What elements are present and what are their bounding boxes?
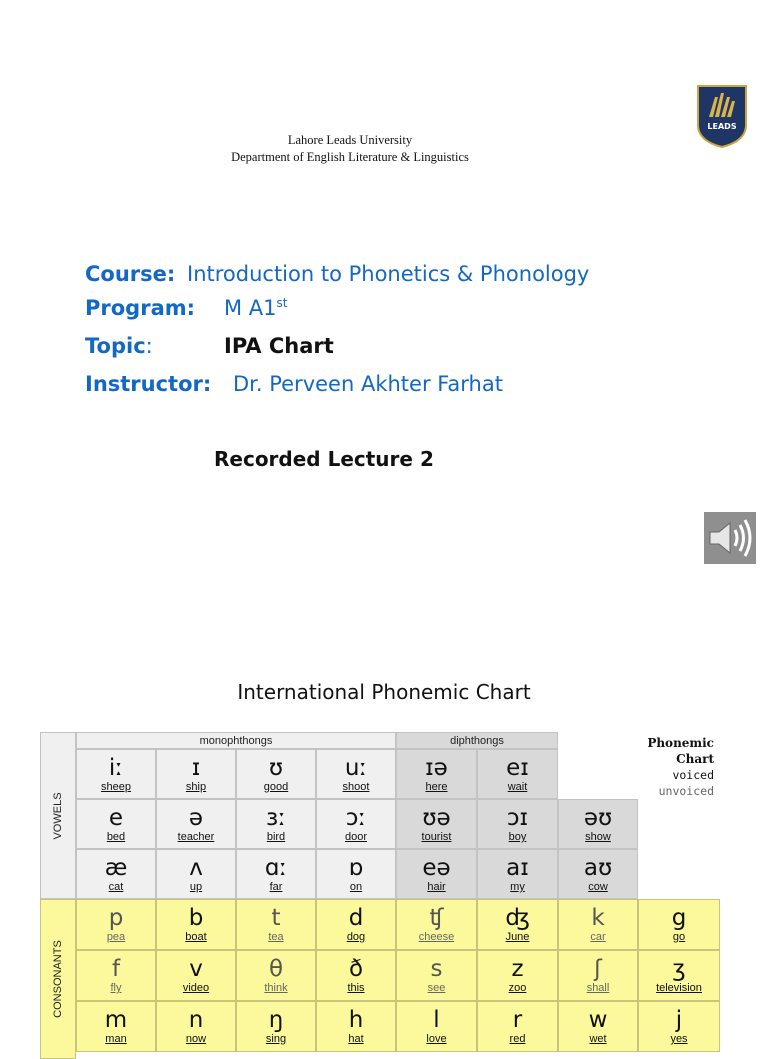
phoneme-symbol: ʧ [429,905,444,931]
example-word: my [510,881,525,893]
example-word: boy [508,831,527,843]
phoneme-symbol: t [271,905,281,931]
phoneme-cell [76,799,156,849]
consonants-label-text: CONSONANTS [52,940,64,1018]
university-name: Lahore Leads University [287,133,413,147]
phoneme-symbol: ʒ [672,956,686,982]
phoneme-cell [558,849,638,899]
example-word: yes [670,1033,688,1045]
phoneme-symbol: ʌ [189,855,203,881]
example-word: wet [589,1033,607,1045]
phoneme-cell [236,749,316,799]
phoneme-symbol: eɪ [506,755,529,781]
program-value-text: M A1 [224,296,277,320]
phoneme-symbol: ð [348,956,364,982]
phoneme-cell [477,849,558,899]
phoneme-cell [236,1001,316,1052]
phoneme-cell [156,899,236,950]
phoneme-cell [638,950,720,1001]
chart-legend [647,735,714,799]
topic-label-text: Topic [85,334,146,358]
example-word: wait [507,781,528,793]
phoneme-symbol: ʤ [505,905,530,931]
legend-unvoiced: unvoiced [658,784,714,798]
example-word: door [344,831,368,843]
example-word: hat [348,1033,364,1045]
legend-voiced: voiced [672,768,714,782]
course-label: Course: [85,262,176,286]
phoneme-cell [76,899,156,950]
phoneme-cell [316,849,396,899]
example-word: television [656,982,702,994]
phoneme-cell [156,799,236,849]
example-word: video [182,982,210,994]
example-word: ship [185,781,207,793]
diphthongs-header: diphthongs [396,732,558,749]
phoneme-symbol: e [108,805,124,831]
chart-title: International Phonemic Chart [237,680,531,704]
example-word: shall [586,982,610,994]
example-word: here [425,781,448,793]
phoneme-symbol: k [591,905,605,931]
logo-text: LEADS [707,122,737,131]
example-word: cow [588,881,608,893]
phoneme-cell [76,950,156,1001]
phoneme-cell [396,1001,477,1052]
phoneme-cell [156,1001,236,1052]
phoneme-symbol: ə [188,805,204,831]
phoneme-cell [558,799,638,849]
phoneme-symbol: θ [268,956,284,982]
phoneme-symbol: w [588,1007,608,1033]
topic-value: IPA Chart [224,334,334,358]
lecture-title: Recorded Lecture 2 [214,447,434,471]
university-logo [695,83,749,149]
monophthongs-header: monophthongs [76,732,396,749]
phoneme-symbol: p [108,905,124,931]
example-word: June [505,931,530,943]
phoneme-cell [76,749,156,799]
instructor-label: Instructor: [85,372,212,396]
phoneme-symbol: ʃ [594,956,602,982]
example-word: fly [110,982,122,994]
phoneme-cell [638,899,720,950]
example-word: cheese [418,931,455,943]
example-word: love [426,1033,447,1045]
phoneme-symbol: b [188,905,204,931]
example-word: this [347,982,365,994]
phoneme-cell [558,1001,638,1052]
phoneme-symbol: æ [104,855,128,881]
phoneme-cell [316,799,396,849]
example-word: boat [185,931,207,943]
program-superscript: st [276,296,288,310]
phoneme-symbol: ɪə [425,755,448,781]
vowels-side-label [40,732,76,899]
phoneme-cell [477,899,558,950]
example-word: good [263,781,289,793]
example-word: cat [108,881,124,893]
example-word: shoot [342,781,370,793]
example-word: tourist [421,831,452,843]
example-word: pea [106,931,126,943]
example-word: sing [265,1033,287,1045]
consonants-side-label [40,899,76,1059]
phoneme-symbol: r [512,1007,523,1033]
phoneme-symbol: əʊ [583,805,613,831]
phoneme-cell [638,1001,720,1052]
phoneme-cell [316,899,396,950]
phoneme-cell [477,950,558,1001]
example-word: sheep [101,781,131,793]
example-word: teacher [177,831,215,843]
phoneme-symbol: uː [344,755,368,781]
phoneme-cell [477,749,558,799]
phoneme-symbol: ɜː [266,805,286,831]
phoneme-cell [236,799,316,849]
example-word: up [189,881,203,893]
phoneme-symbol: ɑː [264,855,288,881]
phoneme-symbol: z [511,956,524,982]
example-word: go [672,931,686,943]
example-word: think [264,982,288,994]
phoneme-cell [156,749,236,799]
phonemic-chart [40,732,720,1045]
phoneme-cell [396,950,477,1001]
phoneme-cell [396,749,477,799]
phoneme-cell [316,749,396,799]
example-word: tea [268,931,284,943]
phoneme-cell [396,799,477,849]
example-word: on [349,881,363,893]
phoneme-symbol: h [348,1007,364,1033]
example-word: bird [266,831,286,843]
phoneme-cell [236,849,316,899]
example-word: red [509,1033,526,1045]
phoneme-symbol: d [348,905,364,931]
vowels-label-text: VOWELS [52,791,64,840]
phoneme-cell [477,1001,558,1052]
phoneme-cell [76,1001,156,1052]
phoneme-cell [396,899,477,950]
example-word: see [427,982,446,994]
example-word: far [269,881,283,893]
phoneme-symbol: j [675,1007,683,1033]
phoneme-symbol: f [111,956,121,982]
topic-label [85,334,153,358]
phoneme-cell [477,799,558,849]
example-word: now [185,1033,207,1045]
phoneme-cell [316,1001,396,1052]
phoneme-cell [558,899,638,950]
example-word: bed [106,831,126,843]
example-word: zoo [508,982,527,994]
example-word: car [590,931,606,943]
phoneme-symbol: ɔɪ [506,805,529,831]
course-value: Introduction to Phonetics & Phonology [187,262,590,286]
phoneme-cell [316,950,396,1001]
speaker-icon[interactable] [704,512,756,564]
example-word: man [105,1033,127,1045]
phoneme-cell [156,849,236,899]
phoneme-symbol: ɒ [348,855,364,881]
example-word: hair [427,881,446,893]
phoneme-symbol: ɔː [345,805,367,831]
legend-title-1: Phonemic [647,736,714,750]
phoneme-symbol: ŋ [268,1007,284,1033]
phoneme-cell [558,950,638,1001]
program-label: Program: [85,296,196,320]
department-name: Department of English Literature & Linguistics [231,150,469,164]
phoneme-symbol: s [430,956,443,982]
phoneme-symbol: aɪ [506,855,529,881]
phoneme-symbol: ʊ [268,755,284,781]
phoneme-symbol: aʊ [583,855,613,881]
phoneme-symbol: eə [422,855,451,881]
phoneme-symbol: ɪ [191,755,201,781]
phoneme-symbol: g [671,905,687,931]
program-value [224,296,288,320]
phoneme-symbol: v [189,956,203,982]
instructor-value: Dr. Perveen Akhter Farhat [233,372,503,396]
phoneme-symbol: m [104,1007,128,1033]
example-word: dog [346,931,366,943]
phoneme-cell [156,950,236,1001]
phoneme-cell [236,899,316,950]
phoneme-symbol: iː [108,755,124,781]
phoneme-symbol: n [188,1007,204,1033]
phoneme-cell [236,950,316,1001]
legend-title-2: Chart [676,752,714,766]
phoneme-cell [76,849,156,899]
phoneme-symbol: ʊə [422,805,451,831]
university-header [140,132,560,166]
phoneme-symbol: l [433,1007,440,1033]
example-word: show [585,831,611,843]
phoneme-cell [396,849,477,899]
topic-colon: : [145,334,153,358]
